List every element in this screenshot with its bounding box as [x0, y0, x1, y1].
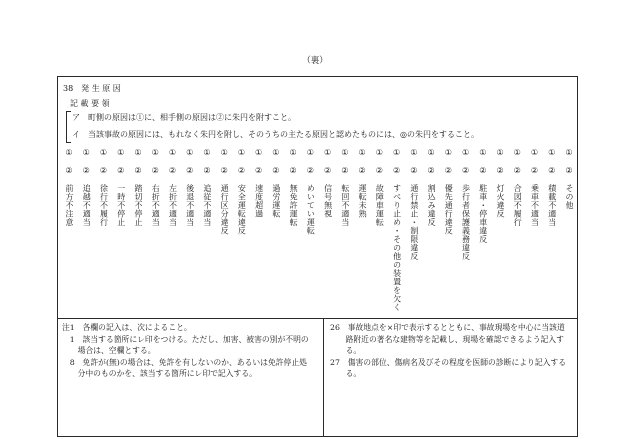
form-divider-line: [57, 318, 578, 319]
other-party-marker[interactable]: ②: [255, 166, 263, 175]
cause-label: 転回不適当: [340, 184, 350, 227]
cause-label: 安全運転違反: [237, 184, 247, 235]
town-side-marker[interactable]: ①: [186, 148, 194, 157]
town-side-marker[interactable]: ①: [530, 148, 539, 157]
note-line: 分中のものかを、該当する箇所にレ印で記入する。: [62, 369, 257, 378]
cause-label: めいてい運転: [306, 184, 316, 235]
note-line: 路附近の著名な建物等を記載し、現場を確認できるよう記入す: [330, 334, 564, 344]
cause-label: 合図不履行: [513, 184, 523, 227]
cause-label: 左折不適当: [168, 184, 178, 227]
cause-label: すべり止め・その他の装置を欠く: [392, 184, 402, 312]
town-side-marker[interactable]: ①: [117, 148, 125, 157]
cause-label: 運転未熟: [358, 184, 368, 218]
other-party-marker[interactable]: ②: [220, 166, 228, 175]
cause-label: 徐行不履行: [99, 184, 109, 227]
other-party-marker[interactable]: ②: [513, 166, 521, 175]
note-line: 27 傷害の部位、傷病名及びその程度を医師の診断により記入する: [330, 357, 567, 367]
town-side-marker[interactable]: ①: [306, 148, 314, 157]
instruction-a: ア 町側の原因は①に、相手側の原因は②に朱円を附すこと。: [72, 113, 296, 122]
cause-label: その他: [565, 184, 574, 210]
cause-label: 前方不注意: [65, 184, 74, 227]
notes-left: [62, 322, 309, 380]
town-side-marker[interactable]: ①: [444, 148, 452, 157]
note-line: 8 免許が(無)の場合は、免許を有しないのか、あるいは免許停止処: [62, 357, 307, 367]
other-party-marker[interactable]: ②: [392, 166, 401, 175]
cause-label: 後退不適当: [185, 184, 195, 227]
other-party-marker[interactable]: ②: [565, 166, 573, 175]
other-party-marker[interactable]: ②: [237, 166, 245, 175]
town-side-marker[interactable]: ①: [134, 148, 142, 157]
cause-label: 右折不適当: [151, 184, 161, 227]
other-party-marker[interactable]: ②: [461, 166, 470, 175]
town-side-marker[interactable]: ①: [99, 148, 108, 157]
town-side-marker[interactable]: ①: [255, 148, 263, 157]
other-party-marker[interactable]: ②: [168, 166, 177, 175]
note-line: 注1 各欄の記入は、次によること。: [62, 323, 192, 332]
town-side-marker[interactable]: ①: [461, 148, 470, 157]
cause-label: 割込み違反: [427, 184, 437, 227]
cause-label: 乗車不適当: [530, 184, 540, 227]
other-party-marker[interactable]: ②: [358, 166, 366, 175]
other-party-marker[interactable]: ②: [99, 166, 108, 175]
other-party-marker[interactable]: ②: [427, 166, 435, 175]
cause-label: 追従不適当: [202, 184, 212, 227]
instruction-bracket: [66, 111, 71, 143]
town-side-marker[interactable]: ①: [65, 148, 73, 157]
other-party-marker[interactable]: ②: [496, 166, 504, 175]
cause-label: 追越不適当: [82, 184, 92, 227]
cause-checklist: [58, 148, 577, 318]
notes-column-divider: [323, 318, 324, 437]
other-party-marker[interactable]: ②: [375, 166, 383, 175]
town-side-marker[interactable]: ①: [82, 148, 90, 157]
other-party-marker[interactable]: ②: [151, 166, 159, 175]
other-party-marker[interactable]: ②: [479, 166, 487, 175]
town-side-marker[interactable]: ①: [479, 148, 487, 157]
cause-label: 踏切不停止: [133, 184, 143, 227]
town-side-marker[interactable]: ①: [565, 148, 573, 157]
other-party-marker[interactable]: ②: [272, 166, 280, 175]
notes-right: [330, 322, 566, 380]
town-side-marker[interactable]: ①: [168, 148, 177, 157]
town-side-marker[interactable]: ①: [410, 148, 418, 157]
note-line: 1 該当する箇所にレ印をつける。ただし、加害、被害の別が不明の: [62, 334, 309, 344]
note-line: る。: [330, 369, 362, 378]
cause-label: 過労運転: [271, 184, 281, 218]
town-side-marker[interactable]: ①: [341, 148, 349, 157]
cause-label: 通行区分違反: [220, 184, 230, 235]
note-line: 26 事故地点を×印で表示するとともに、事故現場を中心に当該道: [330, 323, 565, 332]
town-side-marker[interactable]: ①: [358, 148, 366, 157]
other-party-marker[interactable]: ②: [65, 166, 73, 175]
town-side-marker[interactable]: ①: [237, 148, 245, 157]
town-side-marker[interactable]: ①: [375, 148, 383, 157]
town-side-marker[interactable]: ①: [324, 148, 332, 157]
other-party-marker[interactable]: ②: [134, 166, 142, 175]
cause-label: 積載不適当: [547, 184, 557, 227]
cause-label: 速度超過: [254, 184, 264, 218]
cause-label: 信号無視: [323, 184, 333, 218]
other-party-marker[interactable]: ②: [324, 166, 332, 175]
other-party-marker[interactable]: ②: [186, 166, 194, 175]
other-party-marker[interactable]: ②: [117, 166, 125, 175]
town-side-marker[interactable]: ①: [203, 148, 211, 157]
other-party-marker[interactable]: ②: [203, 166, 211, 175]
instruction-b: イ 当該事故の原因には、もれなく朱円を附し、そのうちの主たる原因と認めたものには、◎の朱円をすること。: [72, 130, 479, 139]
town-side-marker[interactable]: ①: [392, 148, 401, 157]
town-side-marker[interactable]: ①: [427, 148, 435, 157]
other-party-marker[interactable]: ②: [82, 166, 90, 175]
page-side-label: （裏）: [302, 56, 328, 66]
instructions-heading: 記 載 要 領: [70, 99, 110, 108]
town-side-marker[interactable]: ①: [496, 148, 504, 157]
other-party-marker[interactable]: ②: [341, 166, 349, 175]
cause-label: 無免許運転: [289, 184, 299, 227]
town-side-marker[interactable]: ①: [548, 148, 556, 157]
other-party-marker[interactable]: ②: [306, 166, 314, 175]
cause-label: 一時不停止: [116, 184, 126, 227]
note-line: 場合は、空欄とする。: [62, 346, 156, 355]
cause-label: 歩行者保護義務違反: [461, 184, 471, 261]
other-party-marker[interactable]: ②: [410, 166, 418, 175]
note-line: る。: [330, 346, 362, 355]
other-party-marker[interactable]: ②: [444, 166, 452, 175]
other-party-marker[interactable]: ②: [289, 166, 297, 175]
cause-label: 灯火違反: [496, 184, 506, 218]
other-party-marker[interactable]: ②: [530, 166, 539, 175]
cause-label: 故障車運転: [375, 184, 385, 227]
section-heading: 38 発 生 原 因: [63, 84, 121, 93]
town-side-marker[interactable]: ①: [220, 148, 228, 157]
town-side-marker[interactable]: ①: [513, 148, 521, 157]
town-side-marker[interactable]: ①: [289, 148, 297, 157]
town-side-marker[interactable]: ①: [272, 148, 280, 157]
cause-label: 通行禁止・制限違反: [409, 184, 419, 261]
town-side-marker[interactable]: ①: [151, 148, 159, 157]
cause-label: 駐車・停車違反: [478, 184, 488, 244]
other-party-marker[interactable]: ②: [548, 166, 556, 175]
cause-label: 優先通行違反: [444, 184, 454, 235]
